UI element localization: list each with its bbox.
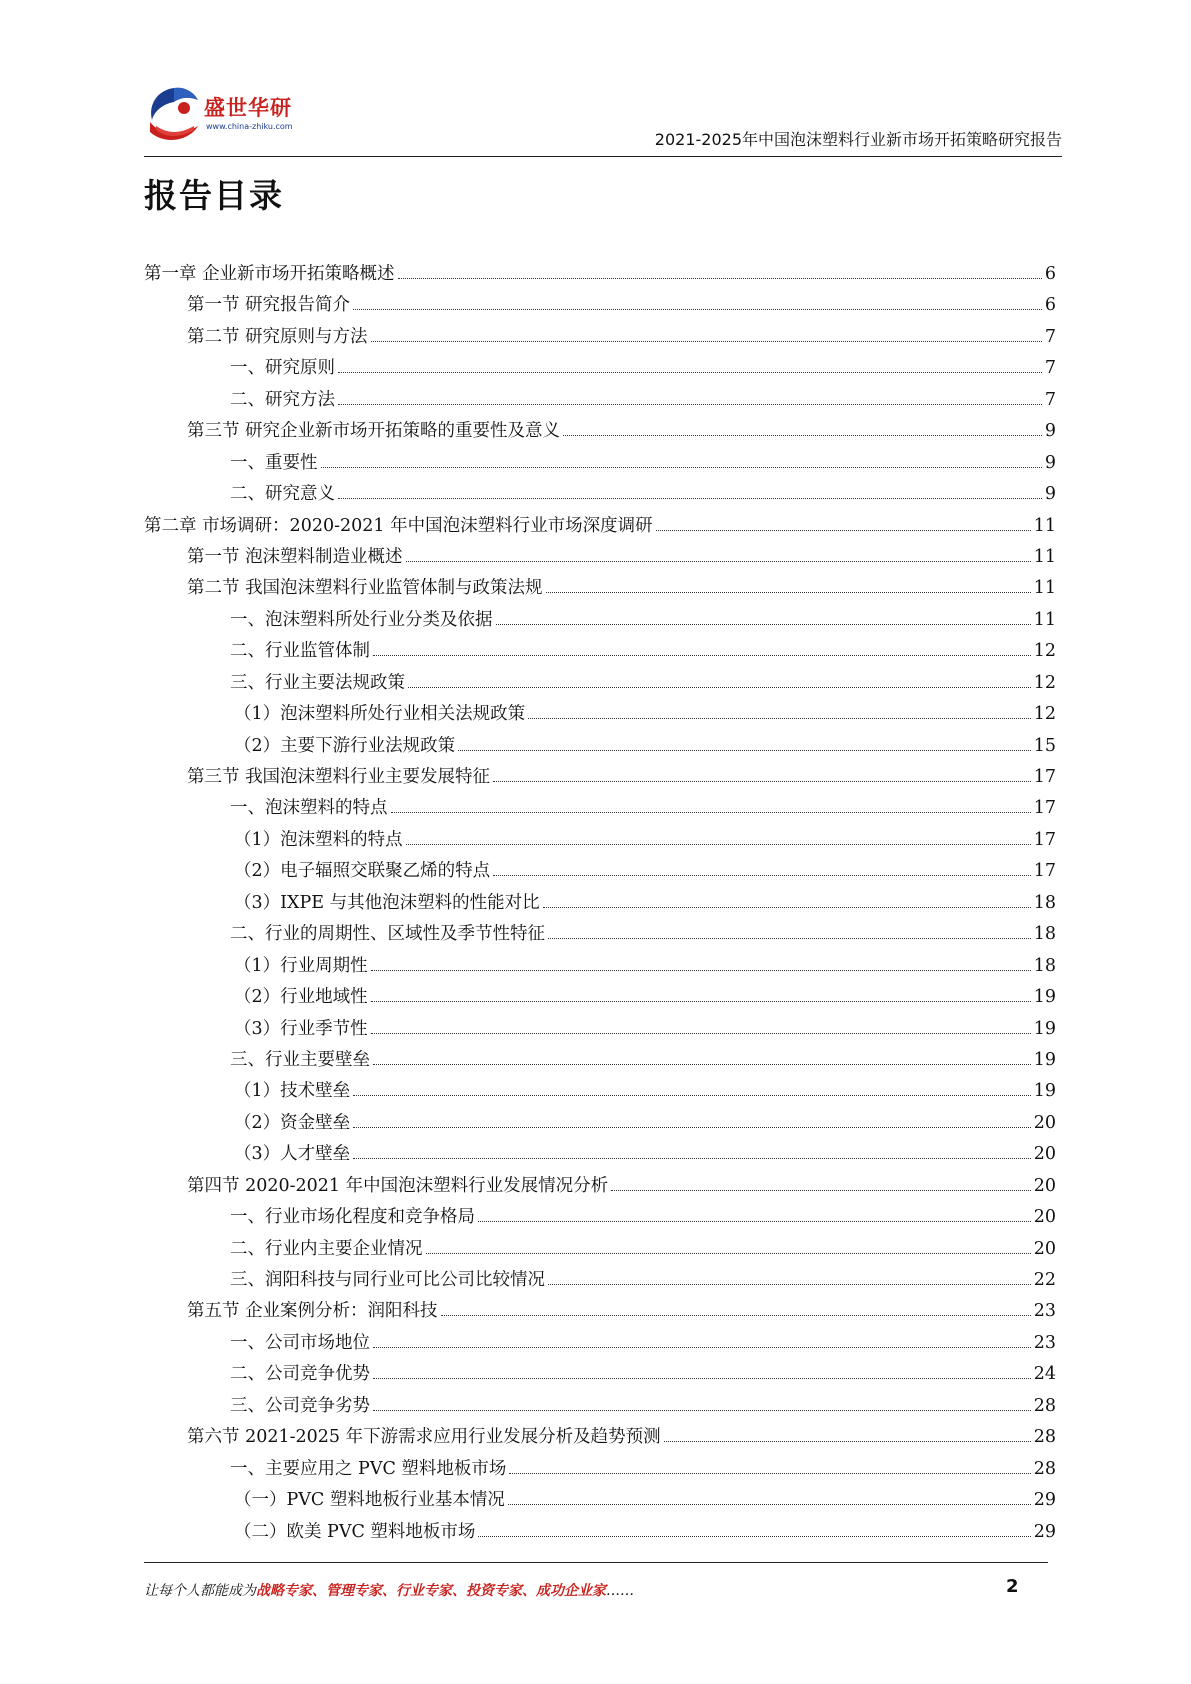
toc-dot-leader (528, 717, 1031, 719)
footer-slogan-prefix: 让每个人都能成为 (144, 1583, 256, 1599)
toc-dot-leader (458, 749, 1031, 751)
toc-dot-leader (338, 403, 1042, 405)
toc-entry[interactable] (144, 479, 1056, 510)
toc-entry-title: 一、重要性 (230, 452, 318, 473)
toc-dot-leader (371, 969, 1031, 971)
toc-entry-page: 17 (1033, 829, 1056, 850)
toc-entry-title: 第三节 研究企业新市场开拓策略的重要性及意义 (187, 421, 561, 442)
toc-entry-title: 第三节 我国泡沫塑料行业主要发展特征 (187, 767, 491, 787)
toc-dot-leader (548, 937, 1031, 939)
toc-entry-page: 19 (1033, 987, 1056, 1008)
toc-entry[interactable] (144, 1485, 1056, 1516)
toc-dot-leader (493, 780, 1031, 782)
toc-dot-leader (611, 1189, 1031, 1191)
toc-entry-page: 23 (1033, 1332, 1056, 1353)
toc-entry-page: 20 (1033, 1144, 1056, 1165)
toc-entry[interactable] (144, 1139, 1056, 1170)
toc-entry-page: 17 (1033, 767, 1056, 787)
toc-entry-title: （2）电子辐照交联聚乙烯的特点 (234, 861, 491, 882)
toc-dot-leader (563, 434, 1042, 436)
toc-entry-title: 二、研究方法 (230, 389, 335, 410)
toc-entry-page: 23 (1033, 1301, 1056, 1322)
toc-entry-page: 18 (1033, 892, 1056, 913)
toc-dot-leader (493, 874, 1031, 876)
logo-text: 盛世华研 (204, 96, 292, 120)
toc-entry[interactable] (144, 762, 1056, 793)
toc-entry-title: 二、研究意义 (230, 484, 335, 505)
toc-entry-title: （1）技术壁垒 (234, 1081, 351, 1102)
toc-dot-leader (371, 1032, 1031, 1034)
toc-entry-page: 9 (1044, 452, 1056, 473)
report-title: 2021-2025年中国泡沫塑料行业新市场开拓策略研究报告 (654, 130, 1062, 149)
toc-entry-page: 12 (1033, 672, 1056, 693)
toc-entry-title: （二）欧美 PVC 塑料地板市场 (234, 1521, 476, 1542)
toc-entry-title: （2）主要下游行业法规政策 (234, 735, 456, 756)
toc-entry[interactable] (144, 731, 1056, 762)
toc-dot-leader (656, 529, 1031, 531)
toc-entry[interactable] (144, 1391, 1056, 1422)
toc-entry-page: 12 (1033, 641, 1056, 662)
toc-entry-title: 三、公司竞争劣势 (230, 1395, 370, 1416)
toc-entry-page: 17 (1033, 798, 1056, 819)
toc-dot-leader (373, 1346, 1031, 1348)
footer-slogan-suffix: …… (606, 1583, 634, 1599)
toc-dot-leader (496, 623, 1031, 625)
toc-entry-title: （1）泡沫塑料的特点 (234, 829, 403, 850)
toc-entry[interactable] (144, 1265, 1056, 1296)
toc-entry-page: 6 (1044, 295, 1056, 316)
toc-entry[interactable] (144, 856, 1056, 887)
toc-entry-page: 28 (1033, 1427, 1056, 1448)
toc-entry[interactable] (144, 322, 1056, 353)
toc-entry[interactable] (144, 951, 1056, 982)
toc-entry-page: 29 (1033, 1490, 1056, 1511)
toc-dot-leader (398, 277, 1042, 279)
toc-entry-page: 29 (1033, 1521, 1056, 1542)
toc-entry[interactable] (144, 605, 1056, 636)
toc-dot-leader (371, 1000, 1031, 1002)
toc-entry-title: （2）行业地域性 (234, 987, 368, 1008)
toc-entry-page: 19 (1033, 1049, 1056, 1070)
toc-entry[interactable] (144, 1076, 1056, 1107)
toc-entry-page: 7 (1044, 326, 1056, 347)
toc-entry-title: 第六节 2021-2025 年下游需求应用行业发展分析及趋势预测 (187, 1427, 661, 1448)
toc-entry[interactable] (144, 416, 1056, 447)
toc-dot-leader (373, 1063, 1031, 1065)
toc-entry-title: 第五节 企业案例分析：润阳科技 (187, 1301, 438, 1322)
toc-dot-leader (338, 371, 1042, 373)
toc-dot-leader (338, 497, 1042, 499)
toc-entry[interactable] (144, 290, 1056, 321)
toc-entry-title: 二、行业内主要企业情况 (230, 1238, 423, 1259)
toc-entry-title: 二、行业监管体制 (230, 641, 370, 662)
toc-entry-page: 18 (1033, 955, 1056, 976)
toc-entry-title: 第一章 企业新市场开拓策略概述 (144, 264, 395, 284)
page-header (144, 82, 1062, 158)
toc-entry-page: 9 (1044, 421, 1056, 442)
toc-entry-title: （2）资金壁垒 (234, 1112, 351, 1133)
toc-dot-leader (353, 1094, 1031, 1096)
toc-entry[interactable] (144, 1234, 1056, 1265)
toc-entry[interactable] (144, 385, 1056, 416)
page-title: 报告目录 (144, 176, 284, 215)
toc-entry[interactable] (144, 793, 1056, 824)
toc-entry-title: 二、行业的周期性、区域性及季节性特征 (230, 924, 545, 945)
toc-dot-leader (478, 1220, 1031, 1222)
toc-entry[interactable] (144, 1422, 1056, 1453)
toc-dot-leader (478, 1535, 1030, 1537)
toc-dot-leader (508, 1503, 1031, 1505)
toc-entry-page: 20 (1033, 1112, 1056, 1133)
toc-dot-leader (373, 1377, 1031, 1379)
toc-entry[interactable] (144, 448, 1056, 479)
toc-entry-title: （1）泡沫塑料所处行业相关法规政策 (234, 704, 526, 725)
toc-dot-leader (353, 1157, 1031, 1159)
toc-entry[interactable] (144, 511, 1056, 542)
toc-dot-leader (391, 811, 1031, 813)
toc-entry[interactable] (144, 1359, 1056, 1390)
toc-entry-title: 二、公司竞争优势 (230, 1364, 370, 1385)
toc-entry[interactable] (144, 919, 1056, 950)
toc-entry[interactable] (144, 259, 1056, 290)
toc-entry-title: 一、主要应用之 PVC 塑料地板市场 (230, 1458, 507, 1479)
toc-dot-leader (509, 1472, 1030, 1474)
toc-entry-title: 第一节 研究报告简介 (187, 295, 351, 316)
toc-entry-title: 一、研究原则 (230, 358, 335, 379)
toc-entry-page: 12 (1033, 704, 1056, 725)
toc-entry[interactable] (144, 825, 1056, 856)
toc-entry[interactable] (144, 982, 1056, 1013)
table-of-contents (144, 259, 1056, 1548)
toc-dot-leader (406, 843, 1031, 845)
toc-entry-page: 24 (1033, 1364, 1056, 1385)
toc-entry-page: 6 (1044, 264, 1056, 284)
toc-dot-leader (353, 308, 1042, 310)
toc-entry-title: （3）人才壁垒 (234, 1144, 351, 1165)
toc-entry-page: 22 (1033, 1270, 1056, 1290)
toc-entry-page: 11 (1033, 609, 1056, 630)
toc-dot-leader (548, 1283, 1031, 1285)
toc-dot-leader (373, 1409, 1031, 1411)
footer-slogan (144, 1580, 634, 1600)
toc-entry[interactable] (144, 1045, 1056, 1076)
toc-entry[interactable] (144, 542, 1056, 573)
toc-dot-leader (406, 560, 1031, 562)
toc-entry-page: 20 (1033, 1238, 1056, 1259)
toc-entry[interactable] (144, 1202, 1056, 1233)
toc-entry-title: （1）行业周期性 (234, 955, 368, 976)
toc-entry-title: 三、行业主要壁垒 (230, 1049, 370, 1070)
toc-entry-title: 第一节 泡沫塑料制造业概述 (187, 546, 403, 567)
header-divider (144, 156, 1062, 157)
toc-dot-leader (371, 340, 1042, 342)
toc-dot-leader (426, 1252, 1031, 1254)
toc-entry-title: 一、泡沫塑料的特点 (230, 798, 388, 819)
toc-dot-leader (408, 686, 1031, 688)
toc-dot-leader (441, 1314, 1031, 1316)
toc-entry[interactable] (144, 1454, 1056, 1485)
toc-entry-page: 19 (1033, 1081, 1056, 1102)
toc-entry[interactable] (144, 1296, 1056, 1327)
toc-dot-leader (543, 906, 1031, 908)
toc-entry-page: 28 (1033, 1458, 1056, 1479)
toc-entry[interactable] (144, 573, 1056, 604)
toc-entry[interactable] (144, 1108, 1056, 1139)
toc-dot-leader (664, 1440, 1031, 1442)
toc-entry-page: 20 (1033, 1207, 1056, 1228)
toc-entry-page: 17 (1033, 861, 1056, 882)
toc-entry[interactable] (144, 1328, 1056, 1359)
toc-entry-page: 7 (1044, 358, 1056, 379)
toc-entry-page: 20 (1033, 1175, 1056, 1196)
toc-entry-title: （3）行业季节性 (234, 1018, 368, 1039)
toc-entry-title: 第二节 研究原则与方法 (187, 326, 368, 347)
toc-entry-page: 7 (1044, 389, 1056, 410)
toc-entry[interactable] (144, 1014, 1056, 1045)
toc-entry-page: 11 (1033, 578, 1056, 599)
toc-entry[interactable] (144, 699, 1056, 730)
logo-emblem-icon (144, 82, 206, 148)
footer-slogan-emphasis: 战略专家、管理专家、行业专家、投资专家、成功企业家 (256, 1583, 606, 1599)
toc-dot-leader (353, 1126, 1031, 1128)
toc-entry[interactable] (144, 668, 1056, 699)
toc-entry-title: 一、行业市场化程度和竞争格局 (230, 1207, 475, 1228)
logo-url: www.china-zhiku.com (206, 122, 293, 131)
toc-entry-page: 18 (1033, 924, 1056, 945)
toc-entry-title: （3）IXPE 与其他泡沫塑料的性能对比 (234, 892, 540, 913)
toc-entry[interactable] (144, 353, 1056, 384)
toc-entry-title: 第二章 市场调研：2020-2021 年中国泡沫塑料行业市场深度调研 (144, 515, 653, 536)
toc-entry-title: 一、公司市场地位 (230, 1332, 370, 1353)
toc-entry-page: 11 (1033, 515, 1056, 536)
page-number: 2 (1006, 1576, 1019, 1597)
toc-dot-leader (546, 591, 1031, 593)
toc-entry-page: 28 (1033, 1395, 1056, 1416)
toc-entry-title: （一）PVC 塑料地板行业基本情况 (234, 1490, 505, 1511)
toc-dot-leader (373, 654, 1031, 656)
toc-entry-title: 三、润阳科技与同行业可比公司比较情况 (230, 1270, 545, 1290)
toc-entry-title: 三、行业主要法规政策 (230, 672, 405, 693)
toc-entry[interactable] (144, 1171, 1056, 1202)
toc-entry-title: 第二节 我国泡沫塑料行业监管体制与政策法规 (187, 578, 543, 599)
toc-dot-leader (321, 466, 1042, 468)
toc-entry-page: 15 (1033, 735, 1056, 756)
toc-entry-page: 19 (1033, 1018, 1056, 1039)
footer-divider (144, 1562, 1048, 1563)
toc-entry[interactable] (144, 888, 1056, 919)
toc-entry[interactable] (144, 636, 1056, 667)
toc-entry-title: 第四节 2020-2021 年中国泡沫塑料行业发展情况分析 (187, 1175, 609, 1196)
toc-entry[interactable] (144, 1517, 1056, 1548)
toc-entry-title: 一、泡沫塑料所处行业分类及依据 (230, 609, 493, 630)
toc-entry-page: 11 (1033, 546, 1056, 567)
company-logo (144, 82, 314, 148)
toc-entry-page: 9 (1044, 484, 1056, 505)
